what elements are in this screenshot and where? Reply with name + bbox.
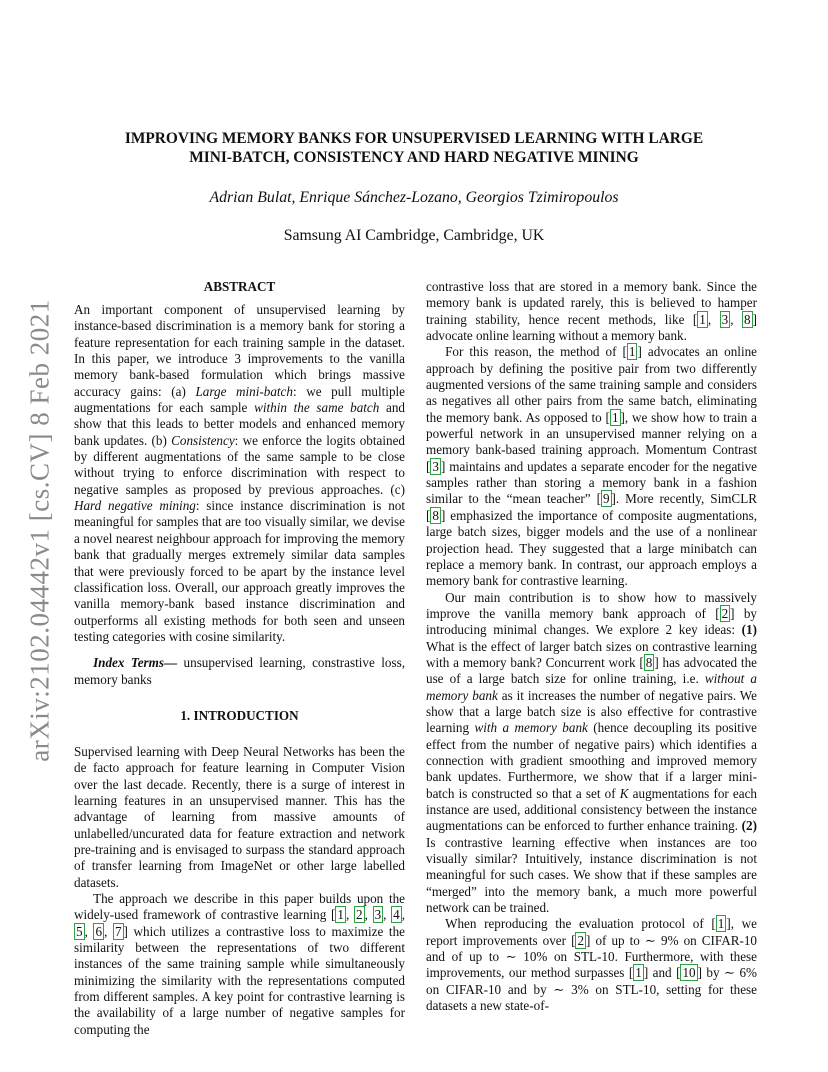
arxiv-stamp <box>20 295 60 765</box>
title-line-2: MINI-BATCH, CONSISTENCY AND HARD NEGATIVE MINING <box>189 149 639 166</box>
citation-link[interactable]: 8 <box>744 311 751 327</box>
index-terms-label: Index Terms— <box>93 655 178 671</box>
paper-title <box>74 129 754 167</box>
right-paragraph-4: When reproducing the evaluation protocol of [ 1 ], we report improvements over [ 2 ] of up to ∼ 9% on CIFAR-10 and of up to ∼ 10% on STL-10. Furthermore, with these improvements, our method surpasses [ 1 ] and [ 10 ] by ∼ 6% on CIFAR-10 and by ∼ 3% on STL-10, setting for these datasets a new state-of- <box>426 916 758 1014</box>
authors: Adrian Bulat, Enrique Sánchez-Lozano, Georgios Tzimiropoulos <box>209 189 619 206</box>
citation-link[interactable]: 5 <box>76 923 83 939</box>
intro-paragraph-2: The approach we describe in this paper builds upon the widely-used framework of contrastive learning [ 1 , 2 , 3 , 4 , 5 , 6 , 7 ] which utilizes a contrastive loss to maximize the similarity between the representations of two different instances of the same training sample while simultaneously minimizing the similarity with the representations computed from different samples. A key point for contrastive learning is the availability of a large number of negative samples for computing the <box>74 891 406 1037</box>
affiliation: Samsung AI Cambridge, Cambridge, UK <box>283 227 545 244</box>
intro-paragraph-1: Supervised learning with Deep Neural Networks has been the de facto approach for feature learning in Computer Vision over the last decade. Recently, there is a surge of interest in learning features in an unsupervised manner. This has the advantage of learning from massive amounts of unlabelled/uncurated data for feature extraction and network pre-training and is envisaged to surpass the standard approach of transfer learning from ImageNet or other large labelled datasets. <box>74 743 405 890</box>
citation-link[interactable]: 1 <box>337 907 344 923</box>
citation-link[interactable]: 1 <box>699 311 706 327</box>
arxiv-stamp-text: arXiv:2102.04442v1 [cs.CV] 8 Feb 2021 <box>24 298 55 762</box>
citation-link[interactable]: 1 <box>611 409 619 425</box>
citation-link[interactable]: 3 <box>721 311 729 327</box>
index-terms-text: unsupervised learning, constrastive loss, memory banks <box>74 655 405 687</box>
citation-link[interactable]: 1 <box>717 916 725 932</box>
citation-link[interactable]: 1 <box>628 344 636 360</box>
citation-link[interactable]: 2 <box>355 907 363 923</box>
citation-link[interactable]: 9 <box>602 491 610 507</box>
citation-link[interactable]: 7 <box>114 923 122 939</box>
citation-link[interactable]: 2 <box>577 932 585 948</box>
title-line-1: IMPROVING MEMORY BANKS FOR UNSUPERVISED LEARNING WITH LARGE <box>124 130 704 147</box>
left-column <box>74 279 405 1038</box>
citation-link[interactable]: 3 <box>374 907 382 923</box>
abstract-heading: ABSTRACT <box>203 279 276 294</box>
citation-link[interactable]: 2 <box>721 605 729 621</box>
citation-link[interactable]: 10 <box>682 965 696 981</box>
citation-link[interactable]: 8 <box>645 654 653 670</box>
citation-link[interactable]: 3 <box>432 458 439 474</box>
right-paragraph-2: For this reason, the method of [ 1 ] advocates an online approach by defining the positive pair from two differently augmented versions of the same training sample and considers as negatives all other pairs from the same batch, eliminating the memory bank. As opposed to [ 1 ], we show how to train a powerful network in an unsupervised manner relying on a memory bank-based training approach. Momentum Contrast [ 3 ] maintains and updates a separate encoder for the negative samples rather than storing a memory bank in a fashion similar to the “mean teacher” [ 9 ]. More recently, SimCLR [ 8 ] emphasized the importance of composite augmentations, large batch sizes, bigger models and the use of a nonlinear projection head. They suggested that a large minibatch can replace a memory bank. In contrast, our approach employs a memory bank for contrastive learning. <box>426 344 757 589</box>
citation-link[interactable]: 8 <box>432 507 439 523</box>
introduction-heading: 1. INTRODUCTION <box>180 707 299 723</box>
abstract-text: An important component of unsupervised learning by instance-based discrimination is a memory bank for storing a feature representation for each training sample in the dataset. In this paper, we introduce 3 improvements to the vanilla memory bank-based formulation which brings massive accuracy gains: (a) Large mini-batch: we pull multiple augmentations for each sample within the same batch and show that this leads to better models and enhanced memory bank updates. (b) Consistency: we enforce the logits obtained by different augmentations of the same sample to be close without trying to enforce discrimination with respect to negative samples as proposed by previous approaches. (c) Hard negative mining: since instance discrimination is not meaningful for samples that are too visually similar, we devise a novel nearest neighbour approach for improving the memory bank that gradually merges extremely similar data samples that were previously forced to be apart by the instance level classification loss. Overall, our approach greatly improves the vanilla memory-bank based instance discrimination and outperforms all existing methods for both seen and unseen testing categories with cosine similarity. <box>74 302 405 644</box>
citation-link[interactable]: 6 <box>95 923 103 939</box>
citation-link[interactable]: 1 <box>635 965 642 981</box>
right-paragraph-3: Our main contribution is to show how to massively improve the vanilla memory bank approach of [ 2 ] by introducing minimal changes. We explore 2 key ideas: (1) What is the effect of larger batch sizes on contrastive learning with a memory bank? Concurrent work [ 8 ] has advocated the use of a large batch size for online training, i.e. without a memory bank as it increases the number of negative pairs. We show that a large batch size is also effective for contrastive learning with a memory bank (hence decoupling its positive effect from the number of negative pairs) which identifies a connection with gradient smoothing and improved memory bank updates. Furthermore, we show that if a larger mini-batch is constructed so that a set of K augmentations for each instance are used, additional consistency between the instance augmentations can be enforced to further enhance training. (2) Is contrastive learning effective when instances are too visually similar? Intuitively, instance discrimination is not meaningful for such cases. We show that if these samples are “merged” into the memory bank, a much more powerful network can be trained. <box>426 589 757 916</box>
right-column <box>426 279 757 1014</box>
citation-link[interactable]: 4 <box>393 907 400 923</box>
index-terms <box>74 655 405 688</box>
right-paragraph-1: contrastive loss that are stored in a memory bank. Since the memory bank is updated rarely, this is believed to hamper training stability, hence recent methods, like [ 1 , 3 , 8 ] advocate online learning without a memory bank. <box>426 279 758 344</box>
